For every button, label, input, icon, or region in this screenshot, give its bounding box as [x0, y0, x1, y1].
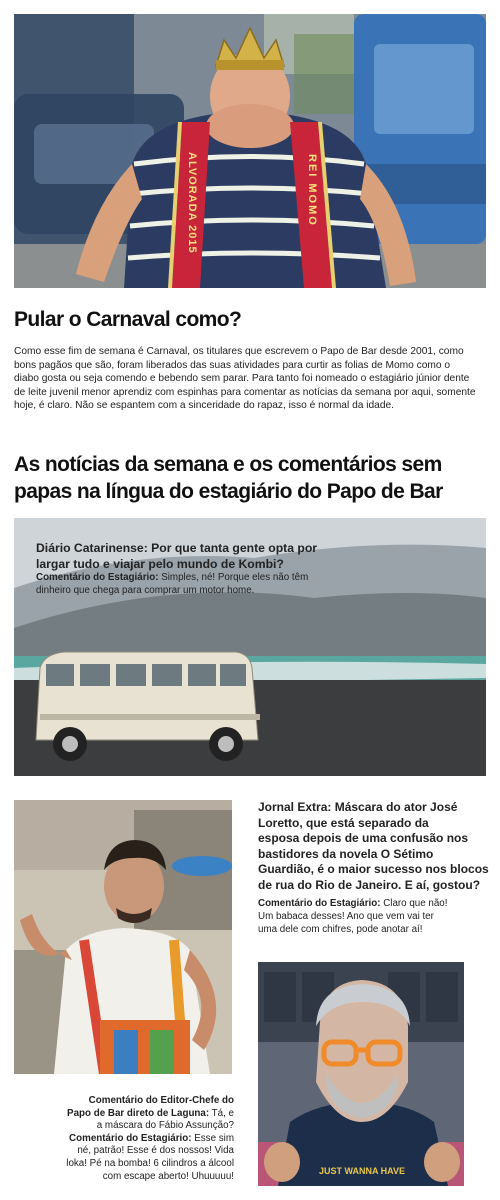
mask-display-photo [258, 962, 464, 1186]
news2-title [258, 800, 490, 894]
news1-comment-line2: dinheiro que chega para comprar um motor home. [36, 585, 255, 596]
news2-title-line: esposa depois de uma confusão nos [258, 831, 469, 846]
news2-title-line: Loretto, que está separado da [258, 815, 429, 830]
shirt-text: JUST WANNA HAVE [318, 1166, 406, 1176]
news2-comment-line1 [258, 898, 447, 911]
news2-title-line: de rua do Rio de Janeiro. E aí, gostou? [258, 877, 481, 892]
news2-comment-text: Claro que não! [380, 898, 448, 909]
news2-comment-label: Comentário do Estagiário: [258, 898, 381, 909]
mask-display-illustration [258, 962, 464, 1186]
mask-reveler-photo [14, 800, 232, 1074]
editor-line4-text: Esse sim [191, 1132, 234, 1144]
editor-line6: loka! Pé na bomba! 6 cilindros a álcool [66, 1157, 234, 1169]
mask-reveler-illustration [14, 800, 232, 1074]
intro-title: Pular o Carnaval como? [14, 308, 242, 331]
hero-photo-rei-momo [14, 14, 486, 288]
editor-line5: né, patrão! Esse é dos nossos! Vida [77, 1145, 234, 1157]
news1-comment-label: Comentário do Estagiário: [36, 572, 159, 583]
news2-title-line: Jornal Extra: Máscara do ator José [258, 800, 458, 814]
news2-title-line: bastidores da novela O Sétimo [258, 846, 434, 861]
news1-comment-line1 [36, 571, 308, 584]
editor-comment [30, 1095, 234, 1183]
news1-comment-text: Simples, né! Porque eles não têm [158, 572, 309, 583]
intern-label: Comentário do Estagiário: [69, 1132, 192, 1144]
sash-right-text: REI MOMO [306, 154, 318, 227]
editor-line7: com escape aberto! Uhuuuuu! [102, 1170, 234, 1182]
sash-left-text: ALVORADA 2015 [186, 152, 198, 254]
section-title-line2: papas na língua do estagiário do Papo de Bar [14, 480, 443, 503]
editor-label: Papo de Bar direto de Laguna: [67, 1107, 210, 1119]
editor-line2-text: Tá, e [209, 1107, 234, 1119]
intro-body: Como esse fim de semana é Carnaval, os titulares que escrevem o Papo de Bar desde 2001, como bons pagãos que são, foram liberados das suas atividades para curtir as folias de Momo como o diabo gosta ou seja comendo e bebendo sem parar. Para tanto foi nomeado o estagiário júnior dente de leite juvenil menor aprendiz com espinhas para comentar as notícias da semana por aqui, somente hoje, é claro. Não se espantem com a sinceridade do rapaz, isso é normal da idade. [14, 346, 476, 412]
editor-line3: a máscara do Fábio Assunção? [96, 1120, 234, 1132]
news1-title-line2: largar tudo e viajar pelo mundo de Kombi? [36, 557, 284, 571]
rei-momo-illustration [14, 14, 486, 288]
news2-comment-line3: uma dele com chifres, pode anotar aí! [258, 924, 423, 935]
news2-comment-line2: Um babaca desses! Ano que vem vai ter [258, 911, 434, 922]
section-title-line1: As notícias da semana e os comentários sem [14, 453, 442, 476]
news2-title-line: Guardião, é o maior sucesso nos blocos [258, 862, 489, 877]
news1-title-line1: Diário Catarinense: Por que tanta gente opta por [36, 541, 318, 555]
editor-line1: Comentário do Editor-Chefe do [88, 1095, 234, 1106]
